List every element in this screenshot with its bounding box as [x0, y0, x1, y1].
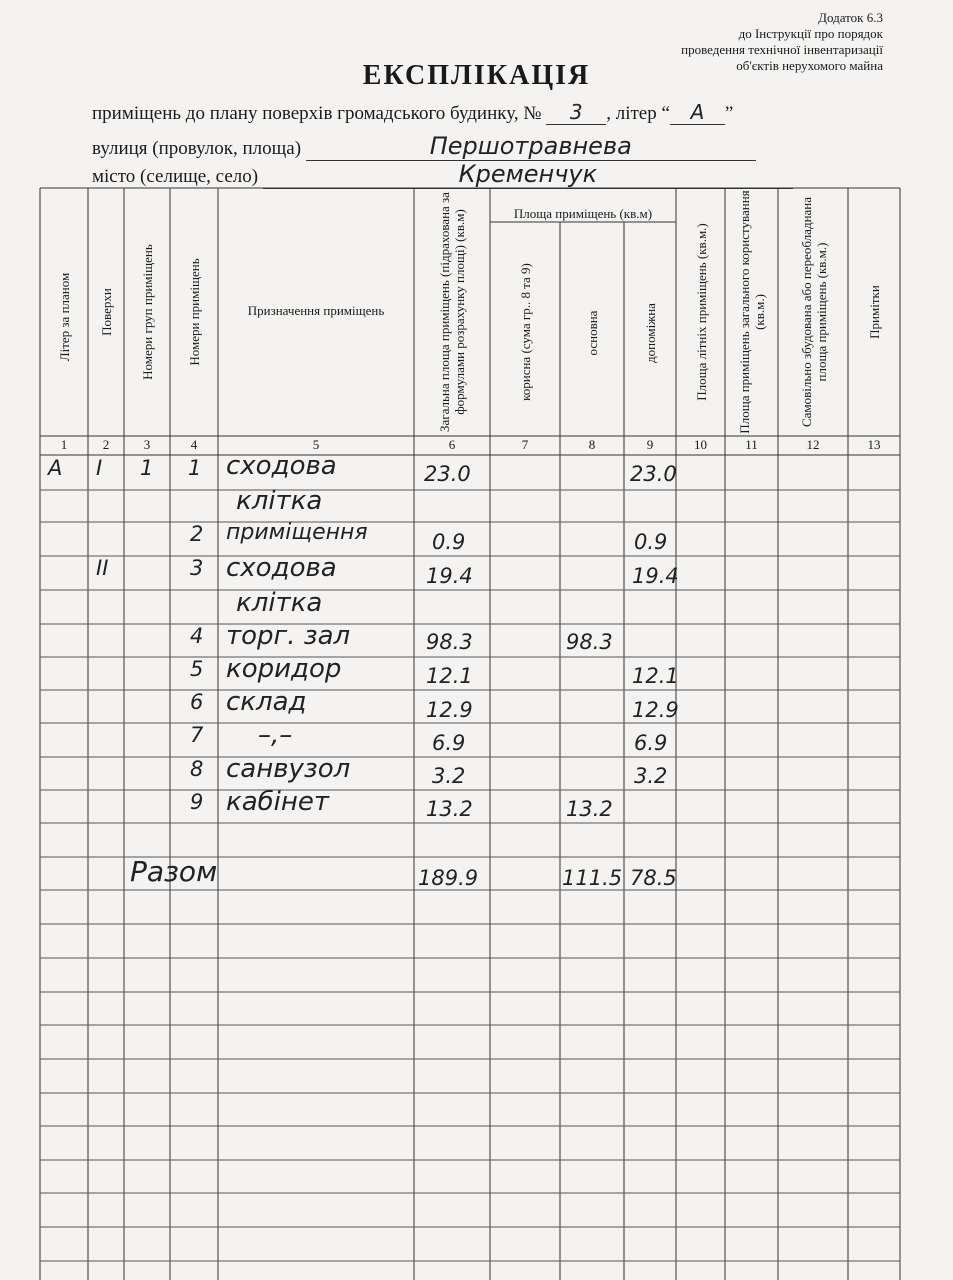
table-cell: торг. зал [226, 621, 351, 651]
column-number: 12 [806, 437, 820, 452]
table-cell: 2 [190, 522, 204, 546]
header-room-numbers: Номери приміщень [186, 258, 202, 366]
table-cell: 1 [188, 456, 202, 480]
header-main: основна [584, 310, 600, 356]
header-area-group: Площа приміщень (кв.м) [513, 205, 653, 221]
city-value: Кременчук [263, 160, 793, 189]
header-notes: Примітки [866, 285, 882, 339]
street-label: вулиця (провулок, площа) [92, 138, 302, 159]
total-area: 189.9 [418, 866, 479, 890]
table-cell: 3.2 [634, 764, 668, 788]
column-number: 13 [867, 437, 881, 452]
table-cell: 3.2 [432, 764, 466, 788]
column-number: 11 [745, 437, 758, 452]
table-cell: 1 [140, 456, 154, 480]
table-cell: 9 [190, 790, 204, 814]
table-cell: I [96, 456, 103, 480]
appendix-line: до Інструкції про порядок [738, 26, 883, 41]
total-label: Разом [130, 855, 218, 888]
table-cell: 12.1 [632, 664, 679, 688]
table-cell: 8 [190, 757, 204, 781]
column-number: 2 [102, 437, 110, 452]
table-cell: 19.4 [426, 564, 473, 588]
header-total-area: Загальна площа приміщень (підрахована за формулами розрахунку площі) (кв.м) [437, 192, 467, 432]
header-purpose: Призначення приміщень [247, 302, 385, 318]
table-cell: клітка [236, 588, 323, 618]
column-number: 7 [521, 437, 529, 452]
table-cell: 98.3 [566, 630, 613, 654]
table-cell: 6.9 [432, 731, 466, 755]
total-auxiliary: 78.5 [630, 866, 677, 890]
column-number: 5 [312, 437, 320, 452]
table-cell: кабінет [226, 787, 330, 817]
table-cell: –,– [258, 720, 293, 750]
column-number: 6 [448, 437, 456, 452]
table-cell: А [48, 456, 63, 480]
table-cell: 12.9 [426, 698, 473, 722]
table-cell: 23.0 [630, 462, 677, 486]
liter-value: А [670, 100, 725, 125]
total-main: 111.5 [562, 866, 623, 890]
header-common-area: Площа приміщень загального користування (кв.м.) [737, 190, 767, 434]
appendix-line: проведення технічної інвентаризації [681, 42, 883, 57]
table-cell: клітка [236, 486, 323, 516]
table-cell: 13.2 [426, 797, 473, 821]
header-liter: Літер за планом [56, 272, 72, 362]
table-cell: 98.3 [426, 630, 473, 654]
table-cell: санвузол [226, 754, 351, 784]
table-cell: сходова [226, 451, 337, 481]
column-number: 1 [60, 437, 68, 452]
table-cell: 0.9 [634, 530, 668, 554]
table-cell: 12.1 [426, 664, 473, 688]
city-label: місто (селище, село) [92, 166, 259, 187]
table-cell: сходова [226, 553, 337, 583]
header-floors: Поверхи [98, 288, 114, 336]
table-cell: 12.9 [632, 698, 679, 722]
header-summer-area: Площа літніх приміщень (кв.м.) [693, 223, 709, 401]
table-cell: 3 [190, 556, 204, 580]
table-cell: 5 [190, 657, 204, 681]
appendix-line: Додаток 6.3 [818, 10, 883, 25]
table-cell: 19.4 [632, 564, 679, 588]
table-cell: 13.2 [566, 797, 613, 821]
table-cell: 0.9 [432, 530, 466, 554]
header-group-numbers: Номери груп приміщень [139, 244, 155, 380]
appendix-line: об'єктів нерухомого майна [736, 58, 883, 73]
table-cell: II [96, 556, 109, 580]
liter-suffix: ” [724, 103, 734, 124]
building-number: 3 [546, 100, 606, 125]
table-cell: 4 [190, 624, 204, 648]
column-number: 10 [694, 437, 707, 452]
table-cell: 6.9 [634, 731, 668, 755]
column-number: 3 [143, 437, 151, 452]
table-cell: склад [226, 687, 307, 717]
street-value: Першотравнева [306, 132, 756, 161]
header-unauthorized-area: Самовільно збудована або переобладнана площа приміщень (кв.м.) [799, 196, 829, 428]
column-number: 9 [646, 437, 654, 452]
table-cell: 23.0 [424, 462, 471, 486]
liter-prefix: , літер “ [606, 103, 670, 124]
document-title: ЕКСПЛІКАЦІЯ [362, 60, 591, 91]
table-cell: 7 [190, 723, 204, 747]
header-auxiliary: допоміжна [642, 303, 658, 363]
table-cell: коридор [226, 654, 342, 684]
table-cell: приміщення [226, 520, 368, 545]
column-number: 8 [588, 437, 596, 452]
header-useful: корисна (сума гр.. 8 та 9) [517, 263, 533, 401]
column-number: 4 [190, 437, 198, 452]
subtitle-prefix: приміщень до плану поверхів громадського будинку, № [92, 103, 542, 124]
table-cell: 6 [190, 690, 204, 714]
